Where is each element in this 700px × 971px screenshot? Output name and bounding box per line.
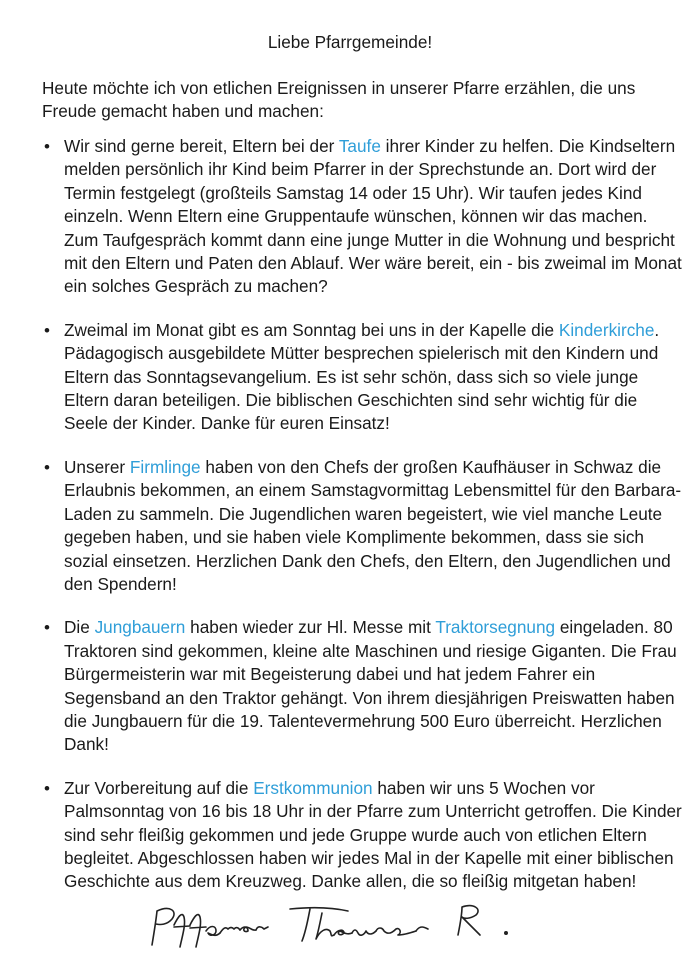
list-item-text: • Wir sind gerne bereit, Eltern bei der Taufe ihrer Kinder zu helfen. Die Kindseltern melden persönlich ihr Kind beim Pfarrer in der Sprechstunde an. Dort wird der Termin festgelegt (großteils Samstag 14 oder 15 Uhr). Wir taufen jedes Kind einzeln. Wenn Eltern eine Gruppentaufe wünschen, können wir das machen. Zum Taufgespräch kommt dann eine junge Mutter in die Wohnung und bespricht mit den Eltern und Paten den Ablauf. Wer wäre bereit, ein - bis zweimal im Monat ein solches Gespräch zu machen?: [64, 136, 682, 297]
highlight-kinderkirche: Kinderkirche: [558, 319, 655, 340]
list-item-erstkommunion: [42, 777, 682, 894]
list-item-text: • Die Jungbauern haben wieder zur Hl. Messe mit Traktorsegnung eingeladen. 80 Traktoren sind gekommen, kleine alte Maschinen und riesige Giganten. Die Frau Bürgermeisterin war mit Begeisterung dabei und hat jedem Fahrer ein Segensband an den Traktor gehängt. Von ihrem diesjährigen Preiswatten haben die Jungbauern für die 19. Talentevermehrung 500 Euro überreicht. Herzlichen Dank!: [64, 617, 677, 755]
list-item-text: • Zweimal im Monat gibt es am Sonntag bei uns in der Kapelle die Kinderkirche. Pädagogisch ausgebildete Mütter besprechen spielerisch mit den Kindern und Eltern das Sonntagsevangelium. Es ist sehr schön, dass sich so viele junge Eltern daran beteiligen. Die biblischen Geschichten sind sehr wichtig für die Seele der Kinder. Danke für euren Einsatz!: [64, 319, 660, 434]
highlight-traktorsegnung: Traktorsegnung: [435, 617, 556, 638]
highlight-erstkommunion: Erstkommunion: [253, 777, 373, 798]
handwritten-signature: [140, 895, 520, 955]
highlight-taufe: Taufe: [338, 136, 381, 156]
list-item-firmlinge: [42, 456, 682, 596]
list-item-kinderkirche: [42, 319, 682, 436]
event-list: [42, 135, 682, 914]
list-item-text: • Zur Vorbereitung auf die Erstkommunion haben wir uns 5 Wochen vor Palmsonntag von 16 bis 18 Uhr in der Pfarre zum Unterricht getroffen. Die Kinder sind sehr fleißig gekommen und jede Gruppe wurde auch von etlichen Eltern begleitet. Abgeschlossen haben wir jedes Mal in der Kapelle mit einer biblischen Geschichte aus dem Kreuzweg. Danke allen, die so fleißig mitgetan haben!: [64, 777, 682, 892]
list-item-text: • Unserer Firmlinge haben von den Chefs der großen Kaufhäuser in Schwaz die Erlaubnis bekommen, an einem Samstagvormittag Lebensmittel für den Barbara-Laden zu sammeln. Die Jugendlichen waren begeistert, wie viel manche Leute gegeben haben, und sie haben viele Komplimente bekommen, dass sie sich sozial einsetzen. Herzlichen Dank den Chefs, den Eltern, den Jugendlichen und den Spendern!: [64, 456, 682, 594]
list-item-taufe: [42, 135, 682, 299]
intro-paragraph: Heute möchte ich von etlichen Ereignissen in unserer Pfarre erzählen, die uns Freude gemacht haben und machen:: [42, 78, 636, 122]
highlight-jungbauern: Jungbauern: [94, 617, 186, 638]
list-item-jungbauern: [42, 616, 682, 756]
highlight-firmlinge: Firmlinge: [129, 456, 201, 477]
salutation: Liebe Pfarrgemeinde!: [267, 32, 433, 52]
